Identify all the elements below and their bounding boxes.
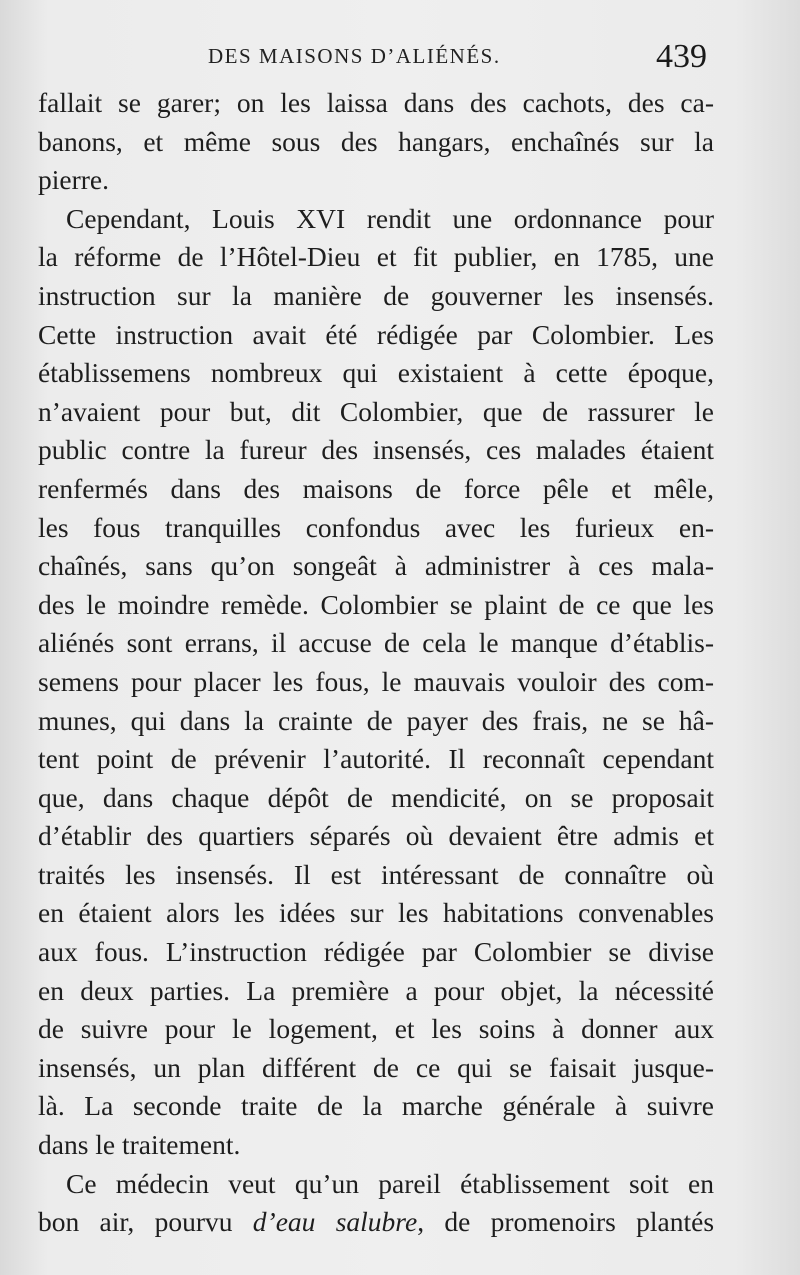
text-line: traités les insensés. Il est intéressant de connaître où xyxy=(38,858,714,890)
text-line: public contre la fureur des insensés, ces malades étaient xyxy=(38,434,714,466)
text-line: semens pour placer les fous, le mauvais vouloir des com- xyxy=(38,665,714,697)
text-line: Cependant, Louis XVI rendit une ordonnance pour xyxy=(66,202,714,234)
text-line: aliénés sont errans, il accuse de cela le manque d’établis- xyxy=(38,627,714,659)
text-line: établissemens nombreux qui existaient à cette époque, xyxy=(38,357,714,389)
text-line: fallait se garer; on les laissa dans des cachots, des ca- xyxy=(38,87,714,118)
running-head xyxy=(0,40,800,80)
text-line: Ce médecin veut qu’un pareil établissement soit en xyxy=(66,1167,714,1199)
text-line: renfermés dans des maisons de force pêle et mêle, xyxy=(38,472,714,504)
text-line: que, dans chaque dépôt de mendicité, on se proposait xyxy=(38,781,714,813)
running-title: DES MAISONS D’ALIÉNÉS. xyxy=(208,44,501,68)
text-line: des le moindre remède. Colombier se plaint de ce que les xyxy=(38,588,714,620)
text-line: les fous tranquilles confondus avec les furieux en- xyxy=(38,511,714,543)
text-line: là. La seconde traite de la marche générale à suivre xyxy=(38,1090,714,1122)
text-line: dans le traitement. xyxy=(38,1129,241,1161)
text-line: munes, qui dans la crainte de payer des frais, ne se hâ- xyxy=(38,704,714,736)
text-line: la réforme de l’Hôtel-Dieu et fit publier, en 1785, une xyxy=(38,241,714,273)
text-line: Cette instruction avait été rédigée par Colombier. Les xyxy=(38,318,714,350)
body-text xyxy=(38,84,714,1242)
text-line: d’établir des quartiers séparés où devaient être admis et xyxy=(38,820,714,852)
text-line: instruction sur la manière de gouverner les insensés. xyxy=(38,279,714,311)
last-line-before: bon air, pourvu xyxy=(38,1206,253,1238)
text-line: chaînés, sans qu’on songeât à administrer à ces mala- xyxy=(38,550,714,582)
text-line: pierre. xyxy=(38,164,109,196)
last-line-after: , de promenoirs plantés xyxy=(417,1206,715,1238)
text-line: tent point de prévenir l’autorité. Il reconnaît cependant xyxy=(38,743,714,775)
text-line: insensés, un plan différent de ce qui se faisait jusque- xyxy=(38,1051,714,1083)
text-line: banons, et même sous des hangars, enchaînés sur la xyxy=(38,125,714,157)
text-line: en étaient alors les idées sur les habitations convenables xyxy=(38,897,714,929)
text-line: aux fous. L’instruction rédigée par Colombier se divise xyxy=(38,936,714,968)
text-line: de suivre pour le logement, et les soins à donner aux xyxy=(38,1013,714,1045)
text-line: en deux parties. La première a pour objet, la nécessité xyxy=(38,974,714,1006)
text-line: n’avaient pour but, dit Colombier, que de rassurer le xyxy=(38,395,714,427)
page-number: 439 xyxy=(656,38,707,75)
text-line-last xyxy=(38,1203,714,1242)
last-line-italic: d’eau salubre xyxy=(252,1206,418,1238)
